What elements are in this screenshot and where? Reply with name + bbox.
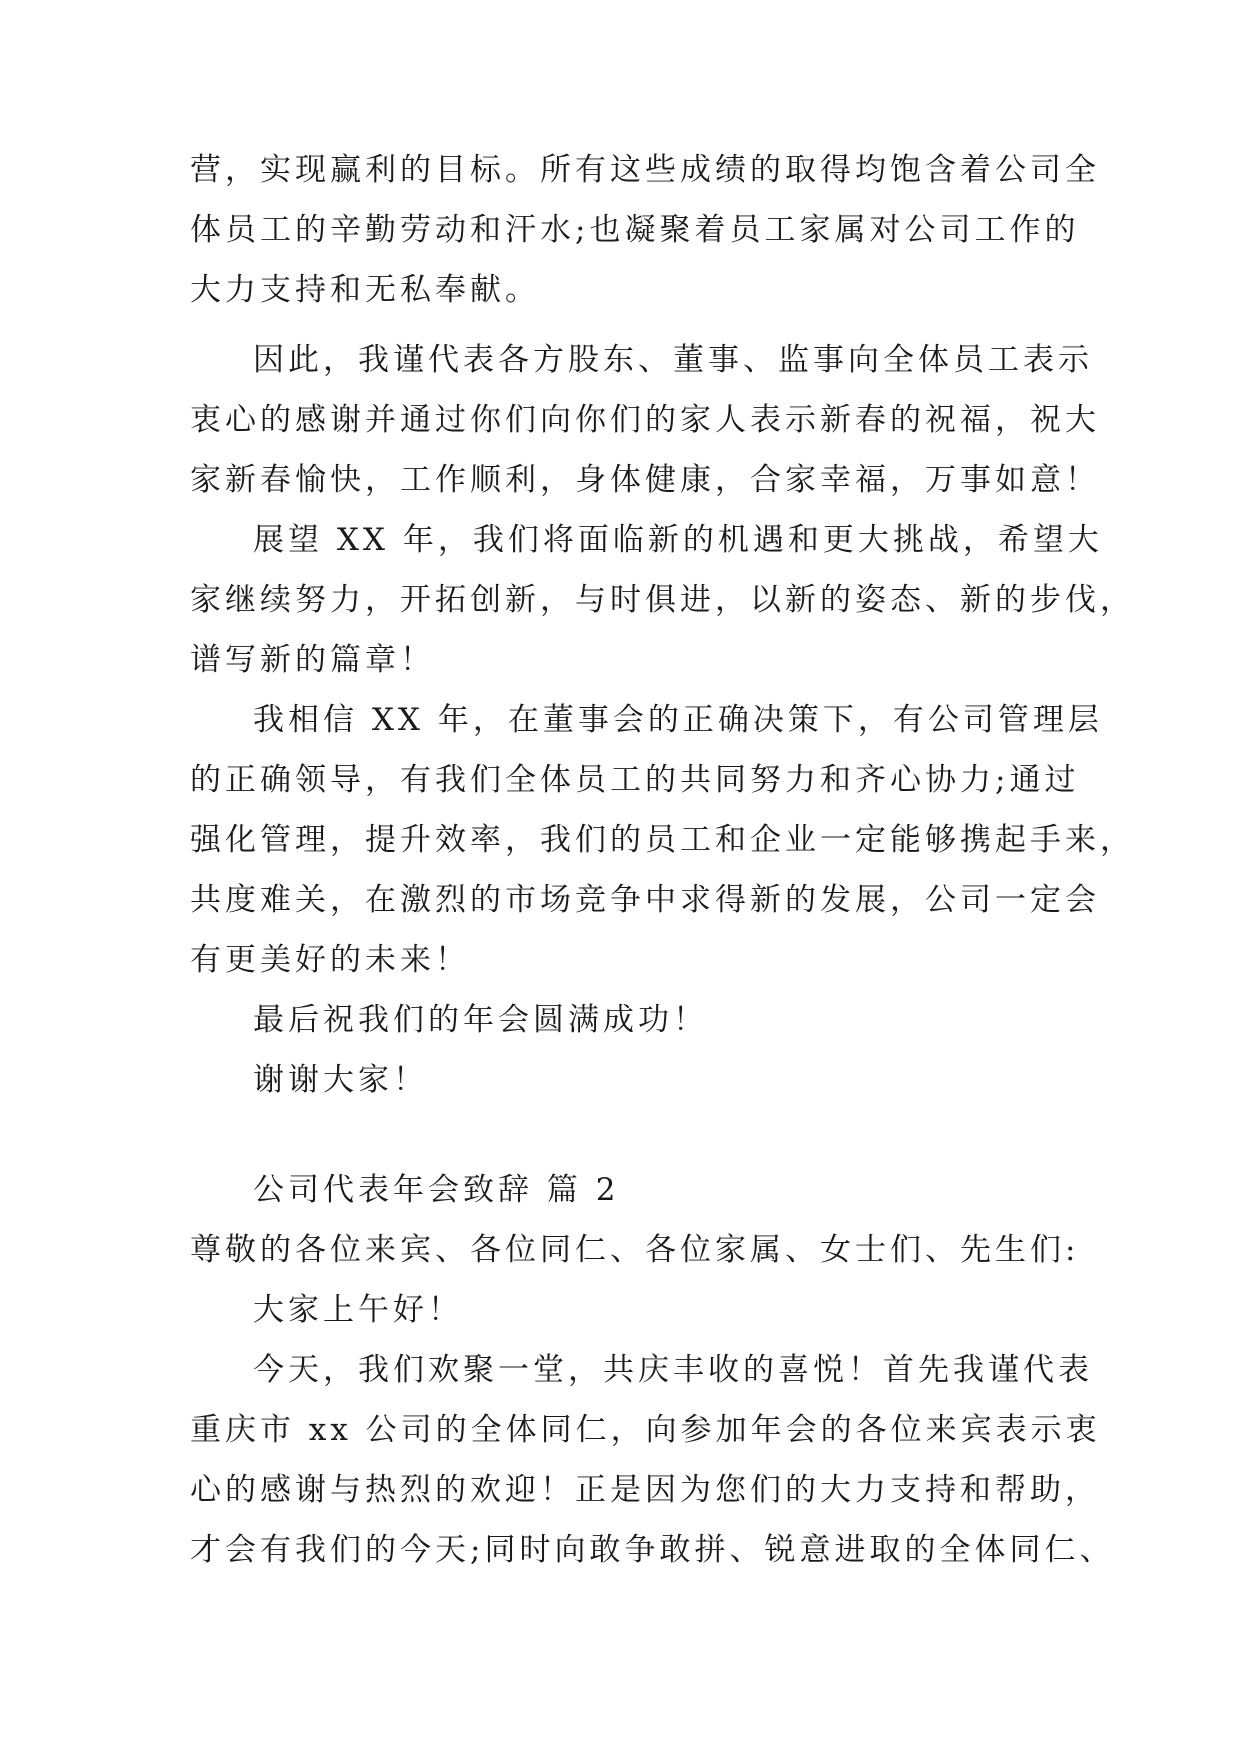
- text-line: 的正确领导，有我们全体员工的共同努力和齐心协力;通过: [190, 762, 1080, 798]
- text-line: 谱写新的篇章！: [190, 642, 435, 678]
- text-line: 体员工的辛勤劳动和汗水;也凝聚着员工家属对公司工作的: [190, 212, 1080, 248]
- text-line: 最后祝我们的年会圆满成功！: [253, 1002, 708, 1038]
- text-line: 展望 XX 年，我们将面临新的机遇和更大挑战，希望大: [253, 522, 1103, 558]
- text-line: 重庆市 xx 公司的全体同仁，向参加年会的各位来宾表示衷: [190, 1412, 1101, 1448]
- text-line: 谢谢大家！: [253, 1062, 428, 1098]
- text-line: 强化管理，提升效率，我们的员工和企业一定能够携起手来，: [190, 822, 1135, 858]
- salutation: 尊敬的各位来宾、各位同仁、各位家属、女士们、先生们:: [190, 1232, 1080, 1268]
- text-line: 心的感谢与热烈的欢迎！正是因为您们的大力支持和帮助，: [190, 1472, 1100, 1508]
- text-line: 才会有我们的今天;同时向敢争敢拼、锐意进取的全体同仁、: [190, 1532, 1115, 1568]
- text-line: 大力支持和无私奉献。: [190, 272, 540, 308]
- text-line: 衷心的感谢并通过你们向你们的家人表示新春的祝福，祝大: [190, 402, 1100, 438]
- text-line: 家新春愉快，工作顺利，身体健康，合家幸福，万事如意！: [190, 462, 1100, 498]
- text-line: 营，实现赢利的目标。所有这些成绩的取得均饱含着公司全: [190, 152, 1100, 188]
- greeting: 大家上午好！: [253, 1292, 463, 1328]
- text-line: 有更美好的未来！: [190, 942, 470, 978]
- text-line: 今天，我们欢聚一堂，共庆丰收的喜悦！首先我谨代表: [253, 1352, 1093, 1388]
- text-line: 我相信 XX 年，在董事会的正确决策下，有公司管理层: [253, 702, 1103, 738]
- text-line: 共度难关，在激烈的市场竞争中求得新的发展，公司一定会: [190, 882, 1100, 918]
- text-line: 家继续努力，开拓创新，与时俱进，以新的姿态、新的步伐，: [190, 582, 1135, 618]
- text-line: 因此，我谨代表各方股东、董事、监事向全体员工表示: [253, 342, 1093, 378]
- section-heading: 公司代表年会致辞 篇 2: [253, 1172, 620, 1208]
